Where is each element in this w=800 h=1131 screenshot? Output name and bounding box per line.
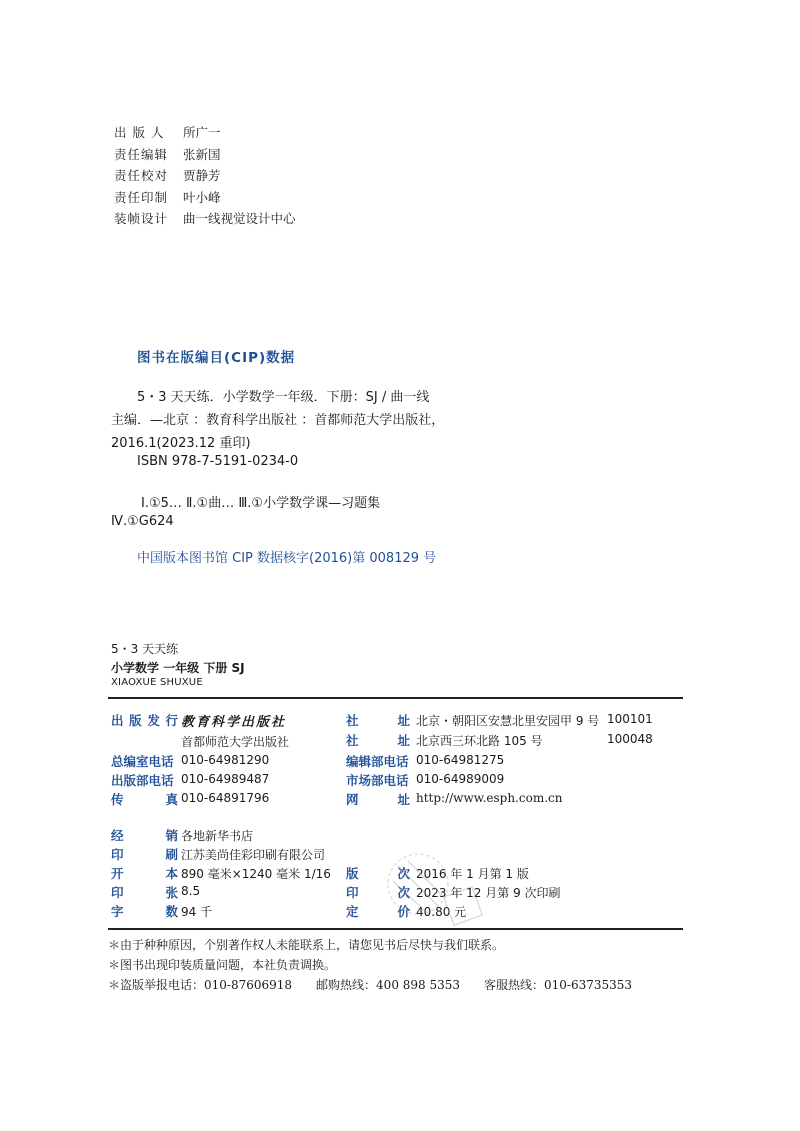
editorial-dept-label: 编辑部电话 bbox=[346, 754, 409, 769]
staff-name: 所广一 bbox=[183, 125, 221, 140]
zip-code-1: 100101 bbox=[607, 712, 653, 726]
print-sheets: 8.5 bbox=[181, 884, 201, 898]
staff-row bbox=[114, 208, 296, 230]
editor-office-label: 总编室电话 bbox=[111, 754, 174, 769]
word-count: 94 千 bbox=[181, 905, 213, 919]
label-char: 址 bbox=[397, 733, 410, 748]
website-link[interactable]: http://www.esph.com.cn bbox=[416, 791, 563, 805]
publish-dept-label: 出版部电话 bbox=[111, 773, 174, 788]
staff-row bbox=[114, 165, 296, 187]
staff-name: 曲一线视觉设计中心 bbox=[183, 211, 296, 226]
label-char: 发 bbox=[147, 713, 160, 728]
label-char: 价 bbox=[397, 904, 410, 919]
price: 40.80 元 bbox=[416, 905, 467, 919]
cip-line: 主编．—北京 ：教育科学出版社 ：首都师范大学出版社， bbox=[111, 413, 445, 428]
fax-label bbox=[111, 790, 178, 808]
label-char: 真 bbox=[165, 792, 178, 807]
label-char: 经 bbox=[111, 828, 124, 843]
staff-row bbox=[114, 187, 296, 209]
printer: 江苏美尚佳彩印刷有限公司 bbox=[181, 848, 326, 862]
label-char: 社 bbox=[346, 733, 359, 748]
label-char: 字 bbox=[111, 904, 124, 919]
staff-row bbox=[114, 144, 296, 166]
staff-credits bbox=[114, 122, 296, 230]
cip-line: 2016.1(2023.12 重印) bbox=[111, 436, 251, 451]
staff-name: 贾静芳 bbox=[183, 168, 221, 183]
cip-title: 图书在版编目(CIP)数据 bbox=[137, 350, 296, 366]
distribution-label bbox=[111, 826, 178, 844]
impression: 2023 年 12 月第 9 次印刷 bbox=[416, 886, 561, 900]
zip-code-2: 100048 bbox=[607, 732, 653, 746]
impression-label bbox=[346, 883, 410, 901]
staff-role: 责任编辑 bbox=[114, 146, 169, 162]
cip-classification: Ⅰ.①5… Ⅱ.①曲… Ⅲ.①小学数学课—习题集 bbox=[141, 496, 381, 511]
address-label bbox=[346, 711, 410, 729]
cip-line: 5・3 天天练．小学数学一年级．下册：SJ / 曲一线 bbox=[137, 390, 430, 405]
address-1: 北京・朝阳区安慧北里安园甲 9 号 bbox=[416, 714, 600, 728]
website-label bbox=[346, 790, 410, 808]
label-char: 版 bbox=[346, 866, 359, 881]
publisher-name: 首都师范大学出版社 bbox=[181, 735, 290, 749]
label-char: 印 bbox=[111, 885, 124, 900]
label-char: 开 bbox=[111, 866, 124, 881]
label-char: 本 bbox=[165, 866, 178, 881]
mail-order-hotline: 邮购热线：400 898 5353 bbox=[316, 978, 461, 992]
label-char: 张 bbox=[165, 885, 178, 900]
publisher-logo: 教育科学出版社 bbox=[181, 715, 287, 730]
label-char: 行 bbox=[165, 713, 178, 728]
market-dept-label: 市场部电话 bbox=[346, 773, 409, 788]
label-char: 址 bbox=[397, 792, 410, 807]
label-char: 出 bbox=[111, 713, 124, 728]
page-format: 890 毫米×1240 毫米 1/16 bbox=[181, 867, 331, 881]
label-char: 印 bbox=[111, 847, 124, 862]
address-2: 北京西三环北路 105 号 bbox=[416, 734, 543, 748]
publish-dept-phone: 010-64989487 bbox=[181, 772, 270, 786]
label-char: 次 bbox=[397, 866, 410, 881]
book-subject: 小学数学 一年级 下册 SJ bbox=[111, 661, 245, 675]
label-char: 数 bbox=[165, 904, 178, 919]
staff-role: 责任印制 bbox=[114, 189, 169, 205]
staff-row bbox=[114, 122, 296, 144]
staff-role: 出 版 人 bbox=[114, 125, 165, 140]
fax-number: 010-64891796 bbox=[181, 791, 270, 805]
label-char: 社 bbox=[346, 713, 359, 728]
customer-service-hotline: 客服热线：010-63735353 bbox=[484, 978, 633, 992]
staff-role: 装帧设计 bbox=[114, 211, 169, 226]
edition-label bbox=[346, 864, 410, 882]
word-count-label bbox=[111, 902, 178, 920]
cip-isbn: ISBN 978-7-5191-0234-0 bbox=[137, 454, 299, 469]
edition: 2016 年 1 月第 1 版 bbox=[416, 867, 529, 881]
staff-name: 叶小峰 bbox=[183, 189, 221, 205]
divider-bottom bbox=[108, 928, 683, 930]
book-series: 5・3 天天练 bbox=[111, 642, 179, 656]
book-pinyin: XIAOXUE SHUXUE bbox=[111, 677, 203, 688]
divider-top bbox=[108, 697, 683, 699]
label-char: 版 bbox=[129, 713, 142, 728]
publisher-label bbox=[111, 711, 178, 729]
staff-name: 张新国 bbox=[183, 146, 221, 162]
piracy-hotline: ＊盗版举报电话：010-87606918 bbox=[108, 978, 293, 992]
note-copyright: ＊由于种种原因，个别著作权人未能联系上，请您见书后尽快与我们联系。 bbox=[108, 938, 505, 952]
note-quality: ＊图书出现印装质量问题，本社负责调换。 bbox=[108, 958, 337, 972]
sheets-label bbox=[111, 883, 178, 901]
label-char: 销 bbox=[165, 828, 178, 843]
staff-role: 责任校对 bbox=[114, 168, 169, 183]
printer-label bbox=[111, 845, 178, 863]
distributor: 各地新华书店 bbox=[181, 829, 254, 843]
label-char: 址 bbox=[397, 713, 410, 728]
label-char: 次 bbox=[397, 885, 410, 900]
market-dept-phone: 010-64989009 bbox=[416, 772, 505, 786]
cip-classification-code: Ⅳ.①G624 bbox=[111, 514, 174, 529]
address-label bbox=[346, 731, 410, 749]
editor-office-phone: 010-64981290 bbox=[181, 753, 270, 767]
editorial-dept-phone: 010-64981275 bbox=[416, 753, 505, 767]
label-char: 印 bbox=[346, 885, 359, 900]
label-char: 定 bbox=[346, 904, 359, 919]
price-label bbox=[346, 902, 410, 920]
note-hotlines bbox=[108, 976, 632, 993]
format-label bbox=[111, 864, 178, 882]
label-char: 刷 bbox=[165, 847, 178, 862]
label-char: 网 bbox=[346, 792, 359, 807]
cip-record-number: 中国版本图书馆 CIP 数据核字(2016)第 008129 号 bbox=[137, 551, 437, 566]
label-char: 传 bbox=[111, 792, 124, 807]
